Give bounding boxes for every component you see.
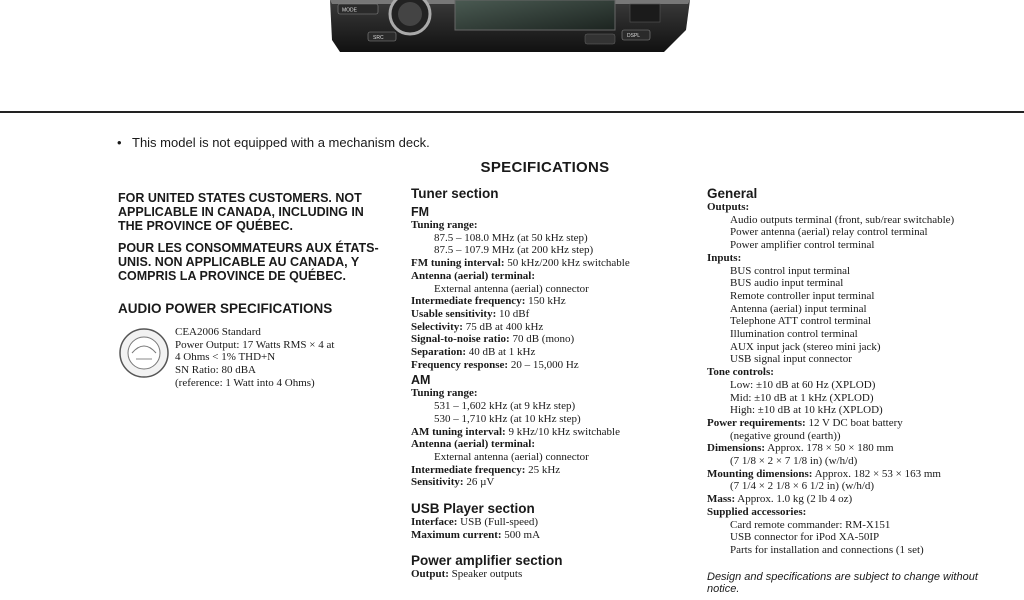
spec-line: [411, 283, 691, 296]
spec-value: 9 kHz/10 kHz switchable: [505, 425, 620, 438]
spec-line: [411, 321, 691, 334]
amp-heading: Power amplifier section: [411, 553, 563, 569]
tuner-heading: Tuner section: [411, 186, 499, 201]
spec-value: Audio outputs terminal (front, sub/rear switchable): [730, 213, 955, 226]
spec-line: [411, 476, 691, 489]
column-general: [707, 186, 1007, 596]
spec-line: [707, 353, 1007, 366]
spec-label: Intermediate frequency:: [411, 463, 526, 476]
spec-line: [707, 290, 1007, 303]
spec-label: Mounting dimensions:: [707, 467, 813, 480]
spec-label: Interface:: [411, 516, 458, 529]
spec-value: (7 1/4 × 2 1/8 × 6 1/2 in) (w/h/d): [730, 480, 875, 493]
spec-label: Supplied accessories:: [707, 505, 807, 518]
spec-line: [707, 519, 1007, 532]
spec-label: Selectivity:: [411, 320, 463, 333]
spec-value: Remote controller input terminal: [730, 289, 875, 302]
spec-line: [411, 426, 691, 439]
spec-line: [411, 295, 691, 308]
spec-value: Power antenna (aerial) relay control terminal: [730, 226, 928, 239]
general-spec-list: [707, 201, 1007, 557]
spec-value: 40 dB at 1 kHz: [466, 346, 536, 359]
spec-value: Card remote commander: RM-X151: [730, 518, 891, 531]
spec-line: [411, 400, 691, 413]
spec-line: [707, 277, 1007, 290]
us-customers-notice-fr: POUR LES CONSOMMATEURS AUX ÉTATS-UNIS. NON APPLICABLE AU CANADA, Y COMPRIS LA PROVINCE DE QUÉBEC.: [118, 241, 379, 283]
am-spec-list: [411, 387, 691, 489]
spec-value: (negative ground (earth)): [730, 429, 841, 442]
spec-value: Approx. 178 × 50 × 180 mm: [765, 442, 894, 455]
spec-line: [707, 201, 1007, 214]
spec-value: Antenna (aerial) input terminal: [730, 302, 867, 315]
spec-value: USB (Full-speed): [457, 516, 539, 529]
spec-line: [707, 417, 1007, 430]
spec-value: AUX input jack (stereo mini jack): [730, 340, 881, 353]
usb-spec-list: [411, 516, 691, 541]
spec-label: Tuning range:: [411, 219, 478, 231]
spec-line: [707, 392, 1007, 405]
general-heading: General: [707, 186, 758, 201]
mechanism-note: • This model is not equipped with a mechanism deck.: [117, 135, 430, 150]
bullet-icon: •: [117, 135, 122, 150]
spec-line: [707, 315, 1007, 328]
spec-value: BUS control input terminal: [730, 264, 851, 277]
spec-value: Illumination control terminal: [730, 328, 858, 341]
spec-line: [411, 257, 691, 270]
spec-value: 10 dBf: [496, 307, 530, 320]
spec-line: [411, 516, 691, 529]
spec-value: Mid: ±10 dB at 1 kHz (XPLOD): [730, 391, 874, 404]
spec-line: [707, 480, 1007, 493]
audio-power-lines: [175, 326, 334, 390]
spec-value: 70 dB (mono): [509, 333, 575, 346]
spec-line: [707, 404, 1007, 417]
spec-label: Output:: [411, 568, 449, 581]
spec-line: [707, 531, 1007, 544]
spec-value: 25 kHz: [525, 463, 561, 476]
spec-value: External antenna (aerial) connector: [434, 282, 589, 295]
spec-label: FM tuning interval:: [411, 257, 505, 270]
column-tuner: [411, 186, 691, 581]
spec-label: Separation:: [411, 346, 466, 359]
spec-label: Outputs:: [707, 201, 750, 213]
spec-label: Frequency response:: [411, 358, 509, 371]
spec-line: [707, 265, 1007, 278]
spec-value: 12 V DC boat battery: [805, 416, 903, 429]
cea-seal-icon: [118, 327, 170, 379]
spec-line: [707, 506, 1007, 519]
spec-line: [411, 568, 691, 581]
spec-value: 87.5 – 107.9 MHz (at 200 kHz step): [434, 244, 594, 257]
spec-value: 20 – 15,000 Hz: [508, 358, 579, 371]
spec-value: Approx. 182 × 53 × 163 mm: [812, 467, 941, 480]
spec-label: Antenna (aerial) terminal:: [411, 438, 536, 451]
audio-line: CEA2006 Standard: [175, 326, 261, 338]
spec-line: [707, 430, 1007, 443]
spec-label: Tone controls:: [707, 366, 774, 379]
spec-line: [707, 303, 1007, 316]
spec-label: Antenna (aerial) terminal:: [411, 269, 536, 282]
spec-value: Speaker outputs: [448, 568, 523, 581]
dspl-label: DSPL: [627, 33, 641, 39]
design-notice: Design and specifications are subject to change without notice.: [707, 570, 978, 596]
spec-label: Mass:: [707, 493, 736, 506]
audio-line: (reference: 1 Watt into 4 Ohms): [175, 376, 315, 389]
spec-line: [411, 451, 691, 464]
spec-value: 26 µV: [463, 476, 495, 489]
spec-value: USB connector for iPod XA-50IP: [730, 531, 880, 544]
spec-value: (7 1/8 × 2 × 7 1/8 in) (w/h/d): [730, 455, 858, 468]
spec-line: [411, 438, 691, 451]
spec-value: Telephone ATT control terminal: [730, 315, 872, 328]
spec-value: USB signal input connector: [730, 353, 852, 366]
amp-spec-list: [411, 568, 691, 581]
stereo-display: [455, 0, 615, 30]
spec-line: [411, 387, 691, 400]
spec-line: [707, 239, 1007, 252]
audio-power-heading: AUDIO POWER SPECIFICATIONS: [118, 301, 333, 316]
spec-line: [411, 308, 691, 321]
src-label: SRC: [373, 35, 384, 41]
spec-label: Tuning range:: [411, 387, 478, 400]
spec-line: [707, 544, 1007, 557]
spec-label: Dimensions:: [707, 442, 766, 455]
spec-value: 531 – 1,602 kHz (at 9 kHz step): [434, 400, 576, 413]
spec-label: Power requirements:: [707, 416, 806, 429]
spec-label: Signal-to-noise ratio:: [411, 333, 510, 346]
spec-label: AM tuning interval:: [411, 425, 506, 438]
spec-line: [411, 219, 691, 232]
spec-value: 500 mA: [501, 528, 541, 541]
spec-line: [411, 413, 691, 426]
us-customers-notice: FOR UNITED STATES CUSTOMERS. NOT APPLICABLE IN CANADA, INCLUDING IN THE PROVINCE OF QUÉBEC.: [118, 191, 364, 233]
spec-line: [707, 214, 1007, 227]
spec-line: [411, 232, 691, 245]
spec-label: Usable sensitivity:: [411, 307, 497, 320]
spec-value: High: ±10 dB at 10 kHz (XPLOD): [730, 404, 883, 417]
mode-label: MODE: [342, 7, 357, 14]
audio-line: Power Output: 17 Watts RMS × 4 at: [175, 338, 335, 351]
spec-line: [707, 226, 1007, 239]
spec-line: [411, 270, 691, 283]
spec-label: Inputs:: [707, 251, 742, 264]
car-stereo-image: [0, 0, 1024, 70]
horizontal-rule: [0, 111, 1024, 113]
spec-label: Sensitivity:: [411, 476, 464, 489]
spec-line: [707, 379, 1007, 392]
spec-line: [707, 442, 1007, 455]
spec-value: Low: ±10 dB at 60 Hz (XPLOD): [730, 378, 876, 391]
spec-line: [411, 346, 691, 359]
spec-line: [707, 493, 1007, 506]
am-heading: AM: [411, 373, 431, 388]
spec-value: Approx. 1.0 kg (2 lb 4 oz): [735, 493, 853, 506]
spec-line: [411, 464, 691, 477]
spec-label: Intermediate frequency:: [411, 295, 526, 308]
spec-line: [707, 366, 1007, 379]
spec-line: [707, 468, 1007, 481]
spec-value: 530 – 1,710 kHz (at 10 kHz step): [434, 412, 581, 425]
spec-value: External antenna (aerial) connector: [434, 450, 589, 463]
spec-value: 75 dB at 400 kHz: [462, 320, 544, 333]
spec-line: [707, 341, 1007, 354]
column-notices: [118, 186, 388, 396]
fm-heading: FM: [411, 205, 430, 219]
spec-value: 50 kHz/200 kHz switchable: [504, 257, 630, 270]
audio-line: SN Ratio: 80 dBA: [175, 364, 256, 377]
spec-line: [707, 252, 1007, 265]
specifications-title: SPECIFICATIONS: [480, 159, 610, 176]
spec-line: [707, 328, 1007, 341]
spec-line: [411, 529, 691, 542]
spec-value: BUS audio input terminal: [730, 277, 844, 290]
spec-line: [411, 333, 691, 346]
spec-value: 150 kHz: [525, 295, 566, 308]
spec-value: Power amplifier control terminal: [730, 239, 875, 252]
spec-label: Maximum current:: [411, 528, 502, 541]
spec-line: [707, 455, 1007, 468]
spec-line: [411, 359, 691, 372]
usb-heading: USB Player section: [411, 501, 535, 517]
fm-spec-list: [411, 219, 691, 371]
spec-line: [411, 244, 691, 257]
audio-line: 4 Ohms < 1% THD+N: [175, 351, 276, 364]
spec-value: 87.5 – 108.0 MHz (at 50 kHz step): [434, 231, 588, 244]
spec-value: Parts for installation and connections (1 set): [730, 543, 924, 556]
audio-power-block: [118, 326, 388, 396]
